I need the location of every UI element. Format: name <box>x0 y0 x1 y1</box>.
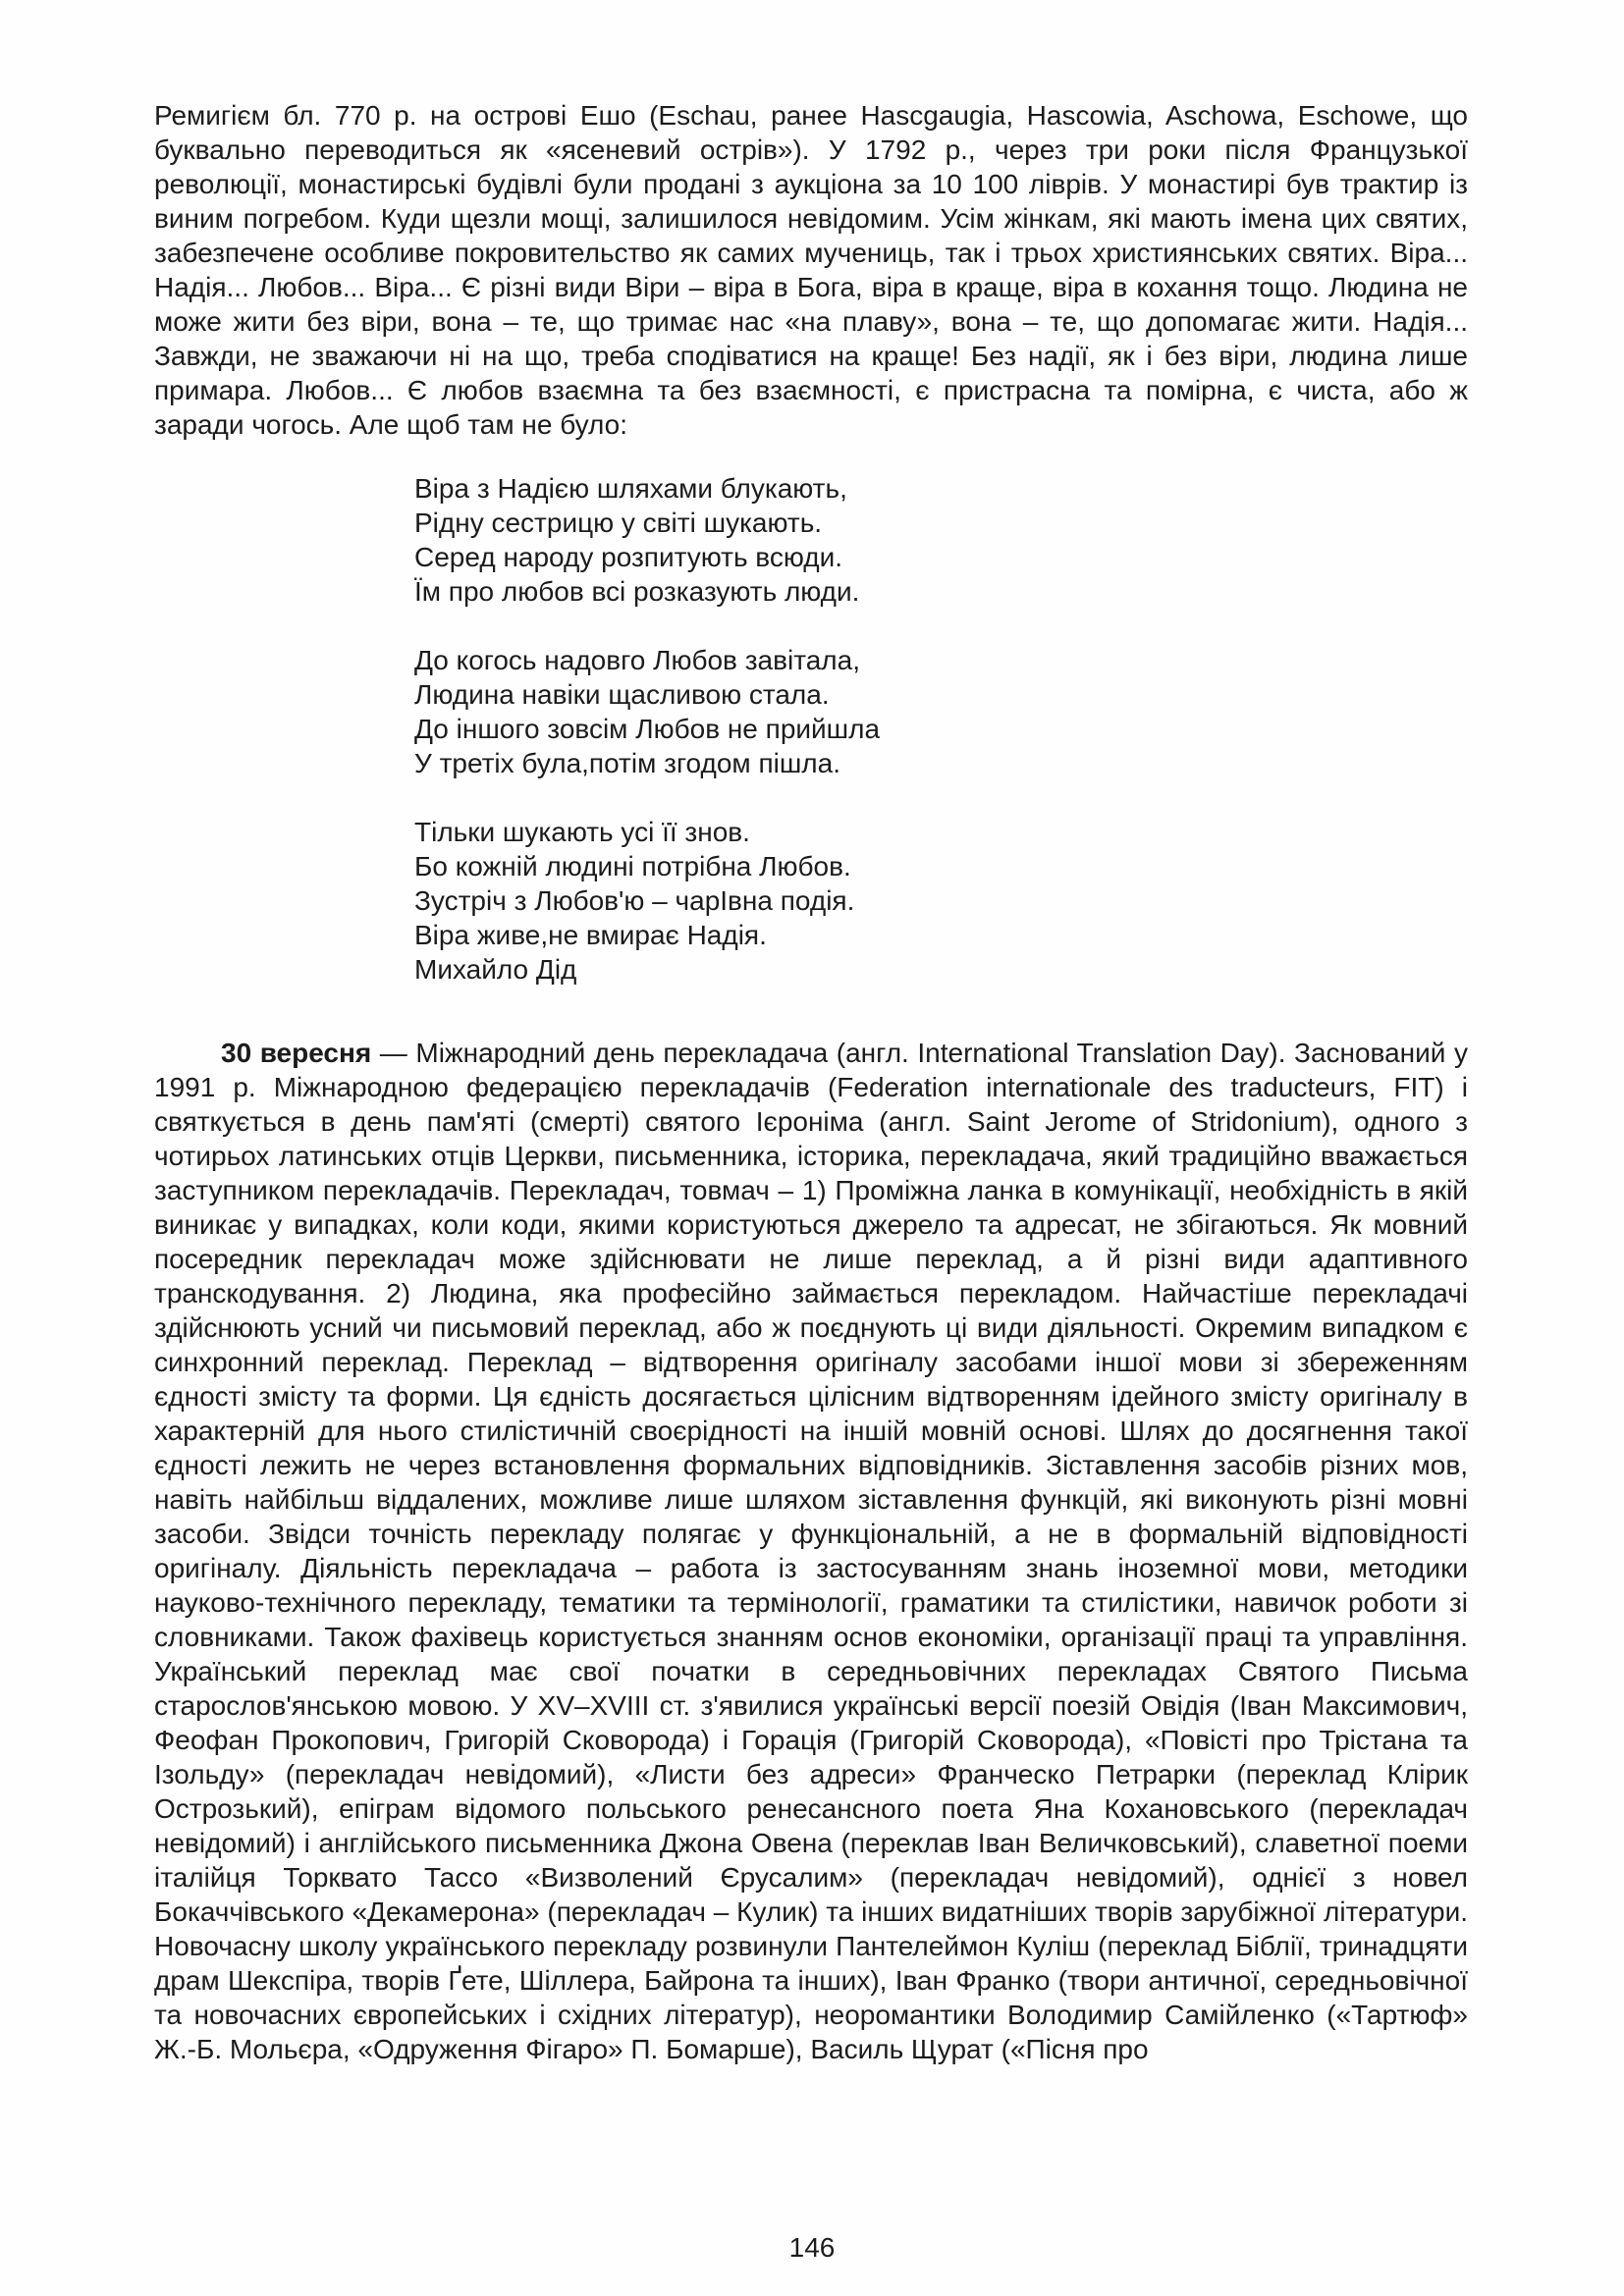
poem-line: Серед народу розпитують всюди. <box>414 542 843 572</box>
poem-line: Віра з Надією шляхами блукають, <box>414 473 847 504</box>
poem-block <box>414 471 1468 987</box>
poem-line: У третіх була,потім згодом пішла. <box>414 748 840 778</box>
paragraph-translation-day <box>154 1036 1468 2066</box>
poem-stanza-2 <box>414 643 1468 780</box>
poem-stanza-3 <box>414 815 1468 987</box>
date-lead: 30 вересня <box>221 1038 372 1068</box>
poem-stanza-1 <box>414 471 1468 609</box>
poem-author: Михайло Дід <box>414 954 577 985</box>
poem-line: До іншого зовсім Любов не прийшла <box>414 714 881 744</box>
poem-line: Людина навіки щасливою стала. <box>414 679 830 710</box>
poem-line: Тільки шукають усі її знов. <box>414 817 750 847</box>
paragraph-intro: Ремигієм бл. 770 р. на острові Ешо (Eschau, ранее Hascgaugia, Hascowia, Aschowa, Eschowe, що буквально переводиться як «ясеневий острів»). У 1792 р., через три роки після Французької революції, монастирські будівлі були продані з аукціона за 10 100 ліврів. У монастирі був трактир із виним погребом. Куди щезли мощі, залишилося невідомим. Усім жінкам, які мають імена цих святих, забезпечене особливе покровительство як самих мучениць, так і трьох християнських святих. Віра... Надія... Любов... Віра... Є різні види Віри – віра в Бога, віра в краще, віра в кохання тощо. Людина не може жити без віри, вона – те, що тримає нас «на плаву», вона – те, що допомагає жити. Надія... Завжди, не зважаючи ні на що, треба сподіватися на краще! Без надії, як і без віри, людина лише примара. Любов... Є любов взаємна та без взаємності, є пристрасна та помірна, є чиста, або ж заради чогось. Але щоб там не було: <box>154 100 1468 440</box>
poem-line: Рідну сестрицю у світі шукають. <box>414 507 823 538</box>
page-number: 146 <box>788 2232 836 2263</box>
poem-line: Віра живе,не вмирає Надія. <box>414 920 767 950</box>
poem-line: Зустріч з Любов'ю – чарІвна подія. <box>414 885 855 916</box>
poem-line: Їм про любов всі розказують люди. <box>414 576 860 607</box>
poem-line: До когось надовго Любов завітала, <box>414 645 860 675</box>
paragraph-translation-day-text: — Міжнародний день перекладача (англ. International Translation Day). Заснований у 1991 р. Міжнародною федерацією перекладачів (Federation internationale des traducteurs, FIT) і святкується в день пам'яті (смерті) святого Ієроніма (англ. Saint Jerome of Stridonium), одного з чотирьох латинських отців Церкви, письменника, історика, перекладача, який традиційно вважається заступником перекладачів. Перекладач, товмач – 1) Проміжна ланка в комунікації, необхідність в якій виникає у випадках, коли коди, якими користуються джерело та адресат, не збігаються. Як мовний посередник перекладач може здійснювати не лише переклад, а й різні види адаптивного транскодування. 2) Людина, яка професійно займається перекладом. Найчастіше перекладачі здійснюють усний чи письмовий переклад, або ж поєднують ці види діяльності. Окремим випадком є синхронний переклад. Переклад – відтворення оригіналу засобами іншої мови зі збереженням єдності змісту та форми. Ця єдність досягається цілісним відтворенням ідейного змісту оригіналу в характерній для нього стилістичній своєрідності на іншій мовній основі. Шлях до досягнення такої єдності лежить не через встановлення формальних відповідників. Зіставлення засобів різних мов, навіть найбільш віддалених, можливе лише шляхом зіставлення функцій, які виконують різні мовні засоби. Звідси точність перекладу полягає у функціональній, а не в формальній відповідності оригіналу. Діяльність перекладача – работа із застосуванням знань іноземної мови, методики науково-технічного перекладу, тематики та термінології, граматики та стилістики, навичок роботи зі словниками. Також фахівець користується знанням основ економіки, організації праці та управління. Український переклад має свої початки в середньовічних перекладах Святого Письма старослов'янською мовою. У XV–XVIII ст. з'явилися українські версії поезій Овідія (Іван Максимович, Феофан Прокопович, Григорій Сковорода) і Горація (Григорій Сковорода), «Повісті про Трістана та Ізольду» (перекладач невідомий), «Листи без адреси» Франческо Петрарки (переклад Клірик Острозький), епіграм відомого польського ренесансного поета Яна Кохановського (перекладач невідомий) і англійського письменника Джона Овена (переклав Іван Величковський), славетної поеми італійця Торквато Тассо «Визволений Єрусалим» (перекладач невідомий), однієї з новел Бокаччівського «Декамерона» (перекладач – Кулик) та інших видатніших творів зарубіжної літератури. Новочасну школу українського перекладу розвинули Пантелеймон Куліш (переклад Біблії, тринадцяти драм Шекспіра, творів Ґете, Шіллера, Байрона та інших), Іван Франко (твори античної, середньовічної та новочасних європейських і східних літератур), неоромантики Володимир Самійленко («Тартюф» Ж.-Б. Мольєра, «Одруження Фігаро» П. Бомарше), Василь Щурат («Пісня про <box>154 1038 1468 2064</box>
poem-line: Бо кожній людині потрібна Любов. <box>414 851 851 881</box>
